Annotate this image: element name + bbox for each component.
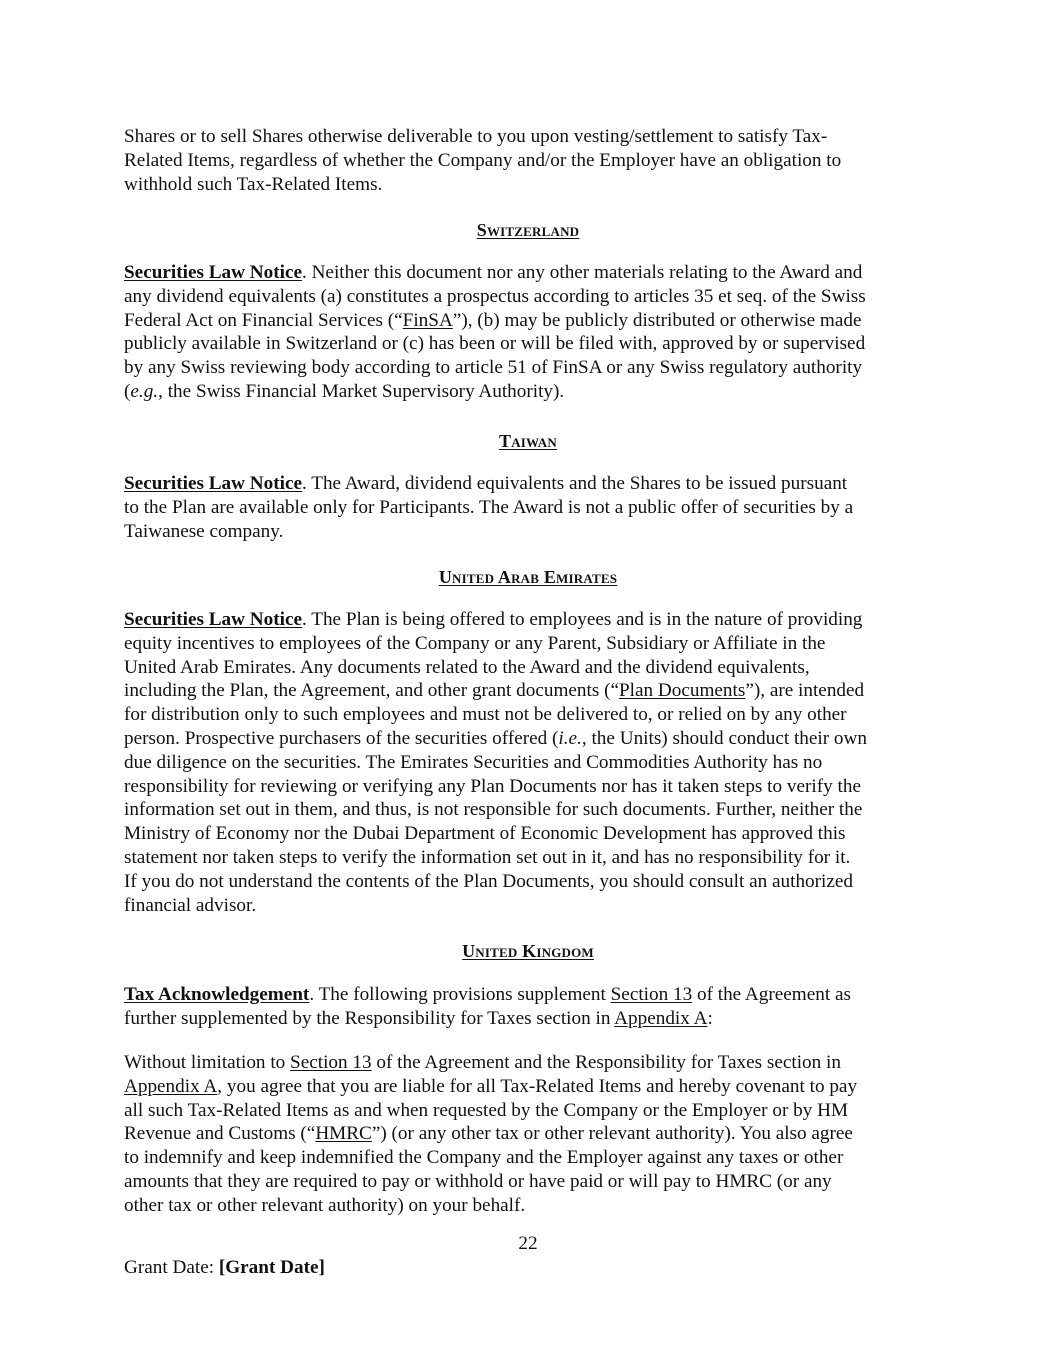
text-run: , the Units) should conduct their own [581, 727, 867, 749]
paragraph-uae-securities-law-notice [124, 608, 939, 917]
text-run: . The Plan is being offered to employees and is in the nature of providing [301, 609, 863, 630]
underlined-term: Appendix A [614, 1007, 708, 1029]
text-run: ”), (b) may be publicly distributed or otherwise made [452, 309, 862, 331]
text-line [124, 380, 939, 404]
text-line [124, 983, 939, 1007]
text-run: . Neither this document nor any other materials relating to the Award and [301, 262, 863, 283]
text-run: publicly available in Switzerland or (c) has been or will be filed with, approved by or supervised [124, 333, 866, 355]
text-run: , you agree that you are liable for all Tax-Related Items and hereby covenant to pay [217, 1075, 858, 1097]
text-line [124, 332, 939, 356]
text-run: . The Award, dividend equivalents and the Shares to be issued pursuant [301, 473, 848, 494]
text-run: by any Swiss reviewing body according to article 51 of FinSA or any Swiss regulatory authority [124, 357, 863, 379]
text-line [124, 125, 939, 149]
defined-term: Securities Law Notice [124, 609, 302, 630]
underlined-term: Section 13 [290, 1052, 372, 1073]
underlined-term: Plan Documents [619, 680, 746, 702]
text-run: all such Tax-Related Items as and when requested by the Company or the Employer or by HM [124, 1099, 849, 1121]
heading-united-kingdom: United Kingdom [462, 941, 594, 961]
text-run: further supplemented by the Responsibility for Taxes section in [124, 1007, 615, 1029]
text-run: any dividend equivalents (a) constitutes a prospectus according to articles 35 et seq. of the Swiss [124, 285, 866, 307]
text-run: Revenue and Customs (“ [124, 1123, 316, 1145]
text-run: responsibility for reviewing or verifying any Plan Documents nor has it taken steps to verify the [124, 775, 861, 797]
text-line [124, 1146, 939, 1170]
text-line [124, 1075, 939, 1099]
grant-date-value: [Grant Date] [218, 1257, 325, 1278]
text-line [124, 472, 939, 496]
text-line [124, 751, 939, 775]
italic-text: e.g. [130, 380, 159, 402]
text-line [124, 1007, 939, 1031]
text-run: Federal Act on Financial Services (“ [124, 309, 403, 331]
text-line [124, 798, 939, 822]
text-line [124, 1122, 939, 1146]
italic-text: i.e. [558, 727, 582, 749]
text-run: of the Agreement and the Responsibility for Taxes section in [371, 1052, 841, 1073]
text-run: Taiwanese company. [124, 520, 284, 542]
text-run: equity incentives to employees of the Company or any Parent, Subsidiary or Affiliate in the [124, 632, 826, 654]
underlined-term: HMRC [315, 1123, 372, 1145]
text-line [124, 356, 939, 380]
text-run: of the Agreement as [692, 984, 851, 1005]
underlined-term: FinSA [402, 309, 453, 331]
text-run: Ministry of Economy nor the Dubai Department of Economic Development has approved this [124, 823, 846, 845]
text-line [124, 703, 939, 727]
text-line [124, 149, 939, 173]
text-line [124, 1194, 939, 1218]
page-number: 22 [518, 1233, 538, 1254]
text-line [124, 870, 939, 894]
text-run: person. Prospective purchasers of the securities offered ( [124, 727, 559, 749]
text-run: financial advisor. [124, 894, 257, 916]
text-line [124, 173, 939, 197]
text-line [124, 1170, 939, 1194]
text-run: statement nor taken steps to verify the information set out in it, and has no responsibility for it. [124, 846, 851, 868]
defined-term: Securities Law Notice [124, 262, 302, 283]
text-line [124, 1099, 939, 1123]
text-line [124, 894, 939, 918]
defined-term: Tax Acknowledgement [124, 984, 310, 1005]
heading-taiwan: Taiwan [499, 431, 557, 451]
paragraph-switzerland-securities-law-notice [124, 261, 939, 404]
text-line [124, 285, 939, 309]
text-line [124, 261, 939, 285]
text-run: for distribution only to such employees and must not be delivered to, or relied on by any other [124, 704, 847, 726]
text-run: other tax or other relevant authority) on your behalf. [124, 1194, 526, 1216]
paragraph-uk-tax-acknowledgement [124, 983, 939, 1031]
text-line [124, 656, 939, 680]
text-run: If you do not understand the contents of the Plan Documents, you should consult an authorized [124, 870, 853, 892]
text-line [124, 496, 939, 520]
text-line [124, 608, 939, 632]
underlined-term: Section 13 [610, 984, 693, 1005]
text-line [124, 679, 939, 703]
underlined-term: Appendix A [124, 1075, 218, 1097]
text-run: information set out in them, and thus, is not responsible for such documents. Further, neither the [124, 799, 863, 821]
text-run: to indemnify and keep indemnified the Company and the Employer against any taxes or other [124, 1147, 844, 1169]
text-run: amounts that they are required to pay or withhold or have paid or will pay to HMRC (or any [124, 1170, 832, 1192]
text-line [124, 846, 939, 870]
text-line [124, 309, 939, 333]
text-run: ( [124, 380, 131, 402]
text-run: United Arab Emirates. Any documents related to the Award and the dividend equivalents, [124, 656, 810, 678]
text-run: to the Plan are available only for Participants. The Award is not a public offer of securities by a [124, 496, 854, 518]
text-line [124, 775, 939, 799]
heading-united-arab-emirates: United Arab Emirates [438, 567, 618, 587]
text-run: ”) (or any other tax or other relevant authority). You also agree [371, 1123, 853, 1145]
text-run: Related Items, regardless of whether the Company and/or the Employer have an obligation to [124, 149, 842, 171]
text-run: Without limitation to [124, 1052, 291, 1073]
heading-switzerland: Switzerland [476, 220, 580, 240]
paragraph-taiwan-securities-law-notice [124, 472, 939, 543]
text-line [124, 727, 939, 751]
paragraph-uk-without-limitation [124, 1051, 939, 1218]
text-run: ”), are intended [745, 680, 865, 702]
text-line [124, 632, 939, 656]
text-line [124, 1051, 939, 1075]
text-line [124, 822, 939, 846]
paragraph-carryover [124, 125, 939, 196]
text-run: Shares or to sell Shares otherwise deliverable to you upon vesting/settlement to satisfy Tax- [124, 126, 828, 147]
text-run: withhold such Tax-Related Items. [124, 173, 383, 195]
grant-date-footer [124, 1256, 325, 1280]
grant-date-label: Grant Date: [124, 1257, 219, 1278]
text-run: due diligence on the securities. The Emirates Securities and Commodities Authority has no [124, 751, 823, 773]
defined-term: Securities Law Notice [124, 473, 302, 494]
text-run: including the Plan, the Agreement, and other grant documents (“ [124, 680, 620, 702]
text-run: , the Swiss Financial Market Supervisory Authority). [158, 380, 565, 402]
text-line [124, 520, 939, 544]
text-run: . The following provisions supplement [309, 984, 611, 1005]
text-run: : [707, 1007, 713, 1029]
